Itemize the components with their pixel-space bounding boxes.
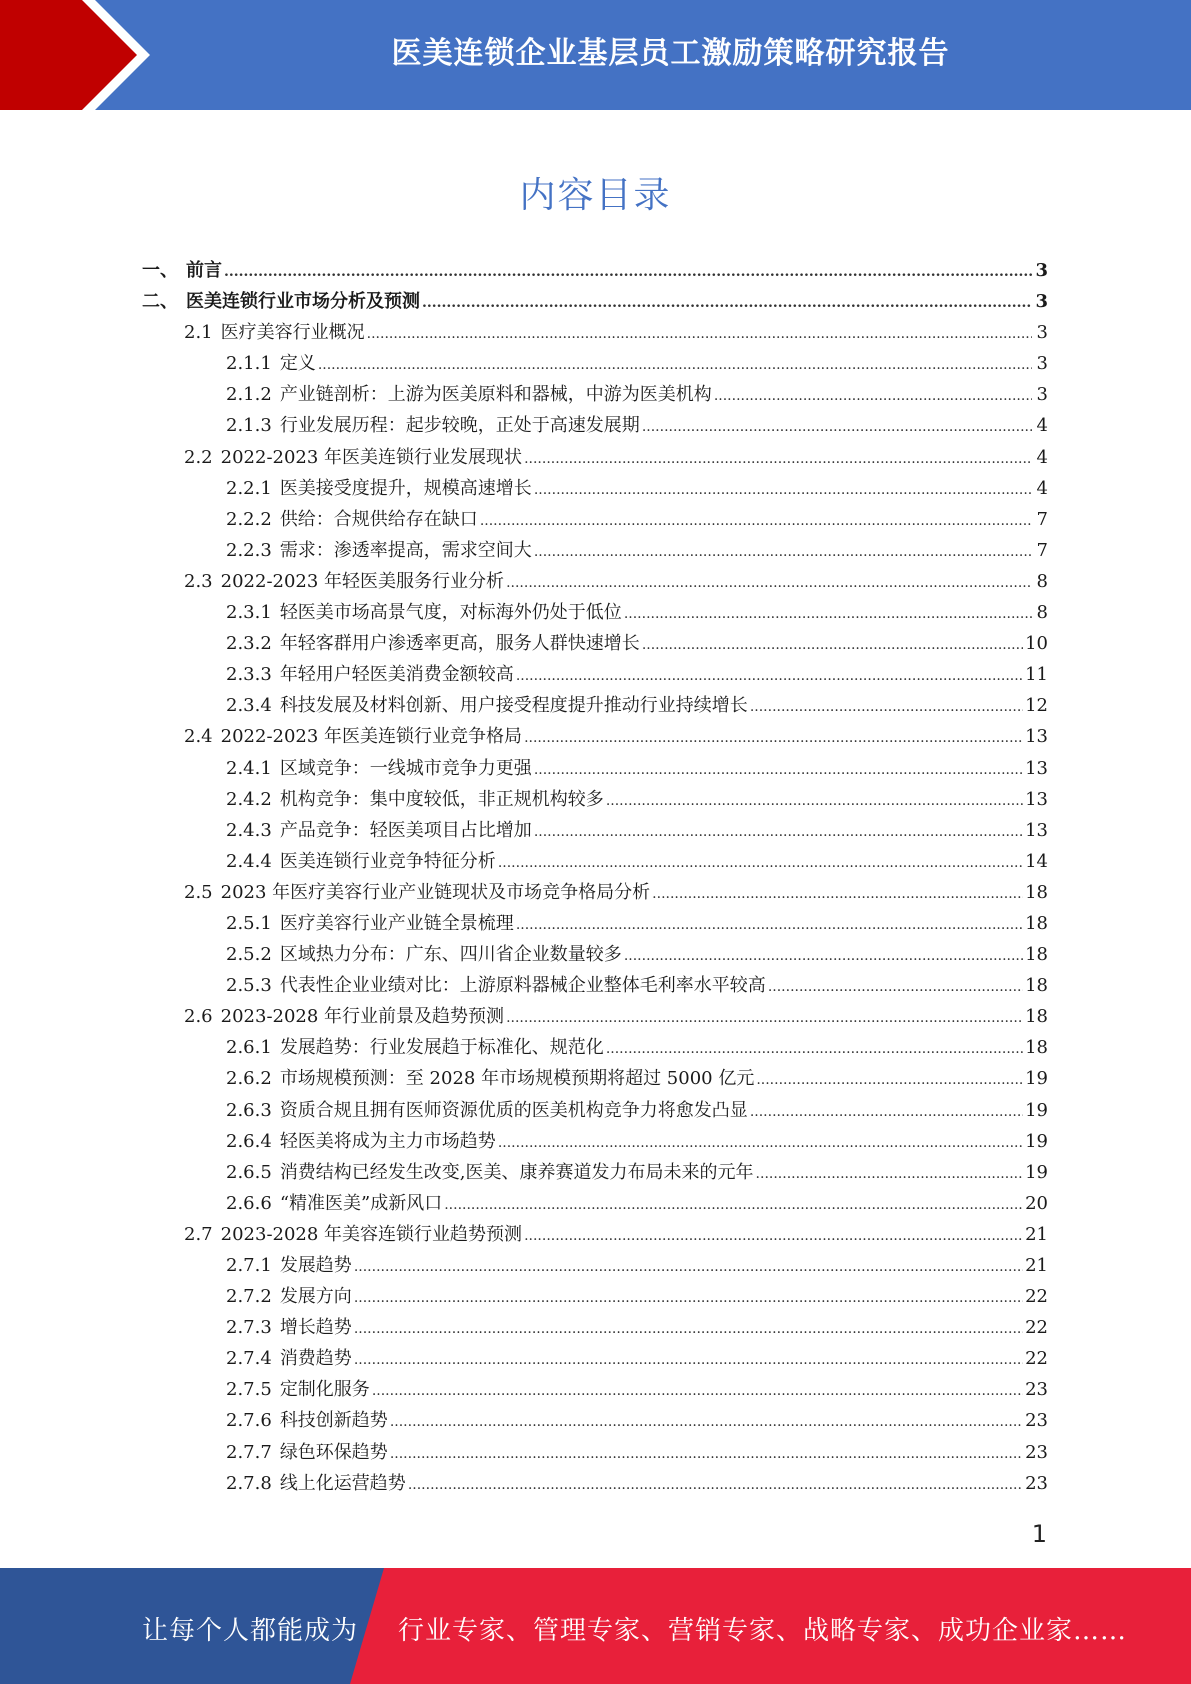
toc-entry[interactable] [142, 846, 1048, 877]
toc-entry[interactable] [142, 1437, 1048, 1468]
toc-entry-label: 定义 [279, 353, 316, 375]
toc-dot-leader [624, 939, 1023, 972]
toc-entry-page: 19 [1025, 1099, 1048, 1121]
toc-dot-leader [422, 286, 1032, 319]
toc-entry-page: 23 [1025, 1472, 1048, 1494]
toc-entry-number: 2.3.1 [226, 602, 272, 624]
toc-entry-label: 消费趋势 [279, 1348, 352, 1370]
toc-entry-number: 2.1 [184, 322, 213, 344]
toc-entry-page: 3 [1035, 260, 1048, 281]
toc-dot-leader [534, 535, 1032, 568]
toc-entry-number: 2.7.7 [226, 1441, 272, 1463]
toc-entry-page: 18 [1025, 975, 1048, 997]
toc-entry-label: 2023-2028 年美容连锁行业趋势预测 [220, 1223, 523, 1245]
footer-slogan-left: 让每个人都能成为 [142, 1616, 359, 1646]
toc-entry-label: 绿色环保趋势 [279, 1441, 388, 1463]
toc-entry[interactable] [142, 1063, 1048, 1094]
toc-entry[interactable] [142, 753, 1048, 784]
toc-entry[interactable] [142, 442, 1048, 473]
toc-entry-number: 2.2 [184, 446, 213, 468]
toc-entry-label: 医疗美容行业概况 [220, 322, 365, 344]
toc-entry-number: 2.3.3 [226, 664, 272, 686]
toc-entry[interactable] [142, 1157, 1048, 1188]
toc-entry-number: 2.2.1 [226, 477, 272, 499]
toc-entry-page: 19 [1025, 1161, 1048, 1183]
toc-entry-page: 19 [1025, 1068, 1048, 1090]
toc-entry-label: 发展方向 [279, 1286, 352, 1308]
toc-entry-page: 3 [1036, 322, 1048, 344]
toc-entry-page: 14 [1025, 850, 1048, 872]
toc-entry-label: 供给：合规供给存在缺口 [279, 508, 478, 530]
toc-entry-page: 13 [1025, 726, 1048, 748]
toc-entry[interactable] [142, 1468, 1048, 1499]
toc-entry-number: 2.3.2 [226, 633, 272, 655]
toc-entry[interactable] [142, 348, 1048, 379]
toc-entry-label: 医美接受度提升，规模高速增长 [279, 477, 532, 499]
toc-dot-leader [606, 784, 1023, 817]
toc-entry[interactable] [142, 1095, 1048, 1126]
toc-dot-leader [756, 1157, 1024, 1190]
toc-entry-label: 2023 年医疗美容行业产业链现状及市场竞争格局分析 [220, 881, 651, 903]
toc-dot-leader [444, 1188, 1023, 1221]
toc-entry-page: 23 [1025, 1441, 1048, 1463]
toc-entry[interactable] [142, 1405, 1048, 1436]
report-title: 医美连锁企业基层员工激励策略研究报告 [391, 36, 950, 71]
toc-entry-label: 消费结构已经发生改变,医美、康养赛道发力布局未来的元年 [279, 1161, 754, 1183]
toc-entry-number: 2.2.3 [226, 539, 272, 561]
toc-dot-leader [750, 1095, 1023, 1128]
toc-entry-label: 科技发展及材料创新、用户接受程度提升推动行业持续增长 [279, 695, 748, 717]
toc-entry-page: 8 [1036, 570, 1048, 592]
toc-entry-label: 发展趋势：行业发展趋于标准化、规范化 [279, 1037, 604, 1059]
footer-band [0, 1568, 1191, 1684]
toc-entry-label: 产品竞争：轻医美项目占比增加 [279, 819, 532, 841]
toc-entry[interactable] [142, 690, 1048, 721]
toc-dot-leader [318, 348, 1032, 381]
toc-entry[interactable] [142, 255, 1048, 286]
toc-entry[interactable] [142, 410, 1048, 441]
toc-entry-label: 机构竞争：集中度较低，非正规机构较多 [279, 788, 604, 810]
toc-entry-page: 11 [1025, 664, 1048, 686]
toc-entry-number: 2.4.3 [226, 819, 272, 841]
toc-entry-label: 定制化服务 [279, 1379, 370, 1401]
toc-entry-label: 区域热力分布：广东、四川省企业数量较多 [279, 944, 622, 966]
toc-entry[interactable] [142, 317, 1048, 348]
toc-entry-page: 7 [1036, 539, 1048, 561]
toc-entry-number: 2.1.2 [226, 384, 272, 406]
toc-entry[interactable] [142, 970, 1048, 1001]
toc-entry-label: 医美连锁行业竞争特征分析 [279, 850, 496, 872]
toc-entry-number: 二、 [142, 291, 178, 313]
toc-entry-page: 13 [1025, 819, 1048, 841]
toc-entry-page: 22 [1025, 1286, 1048, 1308]
toc-entry[interactable] [142, 535, 1048, 566]
toc-dot-leader [756, 1063, 1023, 1096]
toc-entry-page: 4 [1036, 477, 1048, 499]
toc-entry[interactable] [142, 908, 1048, 939]
toc-entry[interactable] [142, 1126, 1048, 1157]
toc-entry-label: 资质合规且拥有医师资源优质的医美机构竞争力将愈发凸显 [279, 1099, 748, 1121]
toc-entry[interactable] [142, 659, 1048, 690]
footer-slogan-right: 行业专家、管理专家、营销专家、战略专家、成功企业家…… [398, 1616, 1128, 1646]
toc-dot-leader [390, 1405, 1023, 1438]
toc-entry-label: 产业链剖析：上游为医美原料和器械，中游为医美机构 [279, 384, 712, 406]
toc-entry[interactable] [142, 1188, 1048, 1219]
toc-dot-leader [354, 1281, 1023, 1314]
toc-entry-number: 2.6.2 [226, 1068, 272, 1090]
toc-entry-number: 2.6.6 [226, 1192, 272, 1214]
toc-entry-number: 2.6.3 [226, 1099, 272, 1121]
toc-dot-leader [534, 753, 1023, 786]
toc-entry-number: 2.6.1 [226, 1037, 272, 1059]
toc-entry[interactable] [142, 1219, 1048, 1250]
toc-entry-label: 医疗美容行业产业链全景梳理 [279, 912, 514, 934]
toc-entry-label: 需求：渗透率提高，需求空间大 [279, 539, 532, 561]
toc-entry[interactable] [142, 597, 1048, 628]
toc-dot-leader [480, 504, 1032, 537]
toc-entry-page: 12 [1025, 695, 1048, 717]
toc-entry-page: 13 [1025, 788, 1048, 810]
toc-entry-number: 2.5.2 [226, 944, 272, 966]
toc-dot-leader [714, 379, 1032, 412]
toc-entry-label: 市场规模预测：至 2028 年市场规模预期将超过 5000 亿元 [279, 1068, 755, 1090]
toc-entry-page: 3 [1036, 384, 1048, 406]
toc-entry-label: 增长趋势 [279, 1317, 352, 1339]
toc-dot-leader [354, 1250, 1023, 1283]
toc-entry-page: 4 [1036, 446, 1048, 468]
toc-entry-label: 年轻用户轻医美消费金额较高 [279, 664, 514, 686]
toc-dot-leader [408, 1468, 1023, 1501]
toc-entry[interactable] [142, 566, 1048, 597]
toc-dot-leader [534, 473, 1032, 506]
toc-entry-number: 一、 [142, 260, 178, 281]
toc-entry[interactable] [142, 286, 1048, 317]
header-band [0, 0, 1191, 110]
toc-dot-leader [516, 659, 1023, 692]
toc-entry-page: 22 [1025, 1317, 1048, 1339]
toc-entry-label: 发展趋势 [279, 1255, 352, 1276]
toc-entry[interactable] [142, 1032, 1048, 1063]
toc-entry-label: 2022-2023 年医美连锁行业发展现状 [220, 446, 523, 468]
toc-entry-page: 21 [1025, 1255, 1048, 1276]
toc-entry[interactable] [142, 1001, 1048, 1032]
toc-entry-label: 医美连锁行业市场分析及预测 [186, 291, 420, 313]
toc-entry-label: “精准医美”成新风口 [279, 1192, 443, 1214]
toc-dot-leader [498, 1126, 1023, 1159]
toc-entry-page: 18 [1025, 1037, 1048, 1059]
toc-entry[interactable] [142, 473, 1048, 504]
toc-entry[interactable] [142, 721, 1048, 752]
toc-entry-number: 2.4 [184, 726, 213, 748]
toc-entry-page: 22 [1025, 1348, 1048, 1370]
toc-entry[interactable] [142, 1281, 1048, 1312]
toc-dot-leader [750, 690, 1023, 723]
toc-dot-leader [642, 628, 1023, 661]
toc-entry-label: 2023-2028 年行业前景及趋势预测 [220, 1006, 505, 1028]
toc-entry[interactable] [142, 939, 1048, 970]
toc-dot-leader [534, 815, 1023, 848]
toc-entry-page: 18 [1025, 1006, 1048, 1028]
toc-dot-leader [516, 908, 1023, 941]
toc-entry-page: 21 [1025, 1223, 1048, 1245]
toc-dot-leader [642, 410, 1032, 443]
toc-entry-page: 19 [1025, 1130, 1048, 1152]
toc-entry-label: 轻医美将成为主力市场趋势 [279, 1130, 496, 1152]
toc-entry-number: 2.6 [184, 1006, 213, 1028]
toc-entry-number: 2.1.3 [226, 415, 272, 437]
toc-entry-label: 2022-2023 年医美连锁行业竞争格局 [220, 726, 523, 748]
toc-dot-leader [624, 597, 1032, 630]
toc-entry-label: 轻医美市场高景气度，对标海外仍处于低位 [279, 602, 622, 624]
toc-entry-label: 年轻客群用户渗透率更高，服务人群快速增长 [279, 633, 640, 655]
toc-dot-leader [390, 1437, 1023, 1470]
toc-dot-leader [354, 1312, 1023, 1345]
toc-entry-number: 2.6.4 [226, 1130, 272, 1152]
toc-entry-page: 4 [1036, 415, 1048, 437]
page-number: 1 [1031, 1520, 1047, 1548]
toc-entry-page: 3 [1036, 353, 1048, 375]
table-of-contents [142, 255, 1048, 1499]
header-arrow-icon [0, 0, 160, 110]
toc-entry-number: 2.5 [184, 881, 213, 903]
toc-entry-label: 科技创新趋势 [279, 1410, 388, 1432]
toc-entry-number: 2.7.2 [226, 1286, 272, 1308]
toc-dot-leader [354, 1343, 1023, 1376]
toc-entry-number: 2.7.3 [226, 1317, 272, 1339]
toc-dot-leader [506, 1001, 1023, 1034]
toc-entry[interactable] [142, 628, 1048, 659]
toc-entry[interactable] [142, 1312, 1048, 1343]
toc-entry-page: 23 [1025, 1410, 1048, 1432]
toc-entry-number: 2.5.3 [226, 975, 272, 997]
toc-entry-label: 线上化运营趋势 [279, 1472, 406, 1494]
toc-entry-number: 2.2.2 [226, 508, 272, 530]
toc-entry-page: 13 [1025, 757, 1048, 779]
toc-dot-leader [524, 721, 1023, 754]
toc-entry-label: 前言 [186, 260, 222, 281]
toc-entry-page: 20 [1025, 1192, 1048, 1214]
toc-dot-leader [372, 1374, 1023, 1407]
toc-entry-number: 2.4.2 [226, 788, 272, 810]
toc-dot-leader [652, 877, 1023, 910]
toc-entry-number: 2.7.1 [226, 1255, 272, 1276]
toc-entry-number: 2.7 [184, 1223, 213, 1245]
toc-dot-leader [606, 1032, 1023, 1065]
toc-entry-number: 2.7.5 [226, 1379, 272, 1401]
toc-entry-page: 3 [1035, 291, 1048, 313]
toc-entry-label: 2022-2023 年轻医美服务行业分析 [220, 570, 505, 592]
toc-entry-number: 2.6.5 [226, 1161, 272, 1183]
toc-dot-leader [524, 442, 1032, 475]
toc-entry[interactable] [142, 504, 1048, 535]
toc-dot-leader [498, 846, 1023, 879]
toc-entry[interactable] [142, 877, 1048, 908]
toc-entry-page: 18 [1025, 881, 1048, 903]
toc-entry-label: 行业发展历程：起步较晚，正处于高速发展期 [279, 415, 640, 437]
toc-title: 内容目录 [519, 175, 672, 216]
toc-entry-label: 区域竞争：一线城市竞争力更强 [279, 757, 532, 779]
toc-entry[interactable] [142, 379, 1048, 410]
toc-dot-leader [367, 317, 1032, 350]
toc-entry-number: 2.3.4 [226, 695, 272, 717]
toc-dot-leader [524, 1219, 1023, 1252]
toc-entry-number: 2.7.4 [226, 1348, 272, 1370]
toc-entry-number: 2.4.1 [226, 757, 272, 779]
toc-entry[interactable] [142, 784, 1048, 815]
toc-dot-leader [506, 566, 1032, 599]
toc-entry-page: 8 [1036, 602, 1048, 624]
toc-entry[interactable] [142, 1343, 1048, 1374]
toc-entry-number: 2.7.8 [226, 1472, 272, 1494]
toc-entry-page: 23 [1025, 1379, 1048, 1401]
toc-entry[interactable] [142, 1250, 1048, 1281]
toc-entry-number: 2.5.1 [226, 912, 272, 934]
toc-entry-page: 7 [1036, 508, 1048, 530]
toc-entry-page: 18 [1025, 944, 1048, 966]
toc-entry-number: 2.3 [184, 570, 213, 592]
toc-dot-leader [768, 970, 1023, 1003]
toc-dot-leader [224, 255, 1032, 288]
toc-entry-number: 2.4.4 [226, 850, 272, 872]
toc-entry-label: 代表性企业业绩对比：上游原料器械企业整体毛利率水平较高 [279, 975, 766, 997]
toc-entry-page: 10 [1025, 633, 1048, 655]
toc-entry-number: 2.7.6 [226, 1410, 272, 1432]
toc-entry[interactable] [142, 815, 1048, 846]
toc-entry-number: 2.1.1 [226, 353, 272, 375]
toc-entry[interactable] [142, 1374, 1048, 1405]
toc-entry-page: 18 [1025, 912, 1048, 934]
